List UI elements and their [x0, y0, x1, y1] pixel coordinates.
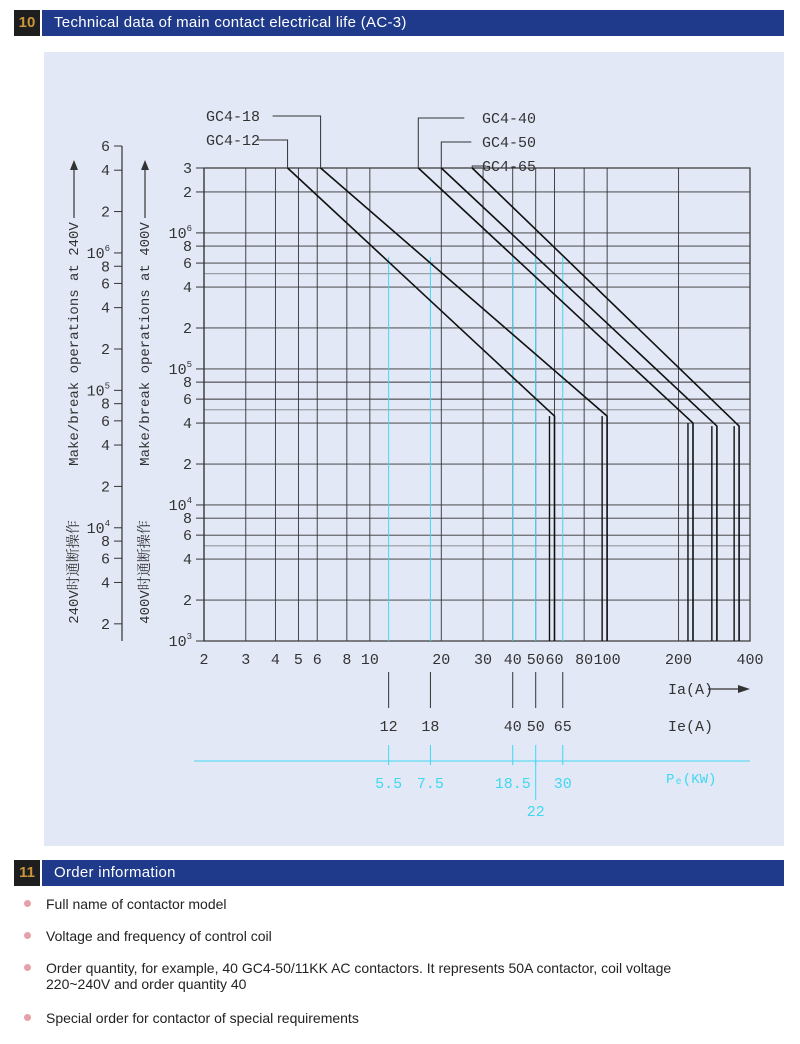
- pe-tick-label: 30: [553, 776, 572, 793]
- y240-tick-label: 4: [100, 438, 110, 456]
- pe-tick-label: 7.5: [416, 776, 444, 793]
- y400-tick-label: 4: [182, 416, 192, 434]
- y240-tick-label: 6: [100, 276, 110, 294]
- bullet-icon: [24, 900, 31, 907]
- arrow-right-icon: [738, 685, 750, 693]
- y400-label-cn: 400V时通断操作: [138, 520, 154, 624]
- ie-tick-label: 12: [379, 719, 398, 736]
- y240-tick-label: 8: [100, 396, 110, 414]
- x-tick-label: 6: [312, 652, 322, 669]
- chart-panel: [44, 52, 784, 846]
- section-11-title: Order information: [42, 860, 784, 886]
- x-tick-label: 3: [241, 652, 251, 669]
- y240-tick-label: 2: [100, 616, 110, 634]
- section-11-header: [14, 860, 784, 886]
- x-tick-label: 20: [432, 652, 451, 669]
- x-tick-label: 50: [526, 652, 545, 669]
- x-tick-label: 8: [342, 652, 352, 669]
- order-item-text: Order quantity, for example, 40 GC4-50/11KK AC contactors. It represents 50A contactor, coil voltage 220~240V and order quantity 40: [46, 960, 672, 992]
- y240-tick-label: 4: [100, 163, 110, 181]
- y400-label: Make/break operations at 400V: [138, 222, 154, 466]
- series-line-gc4-12: [288, 168, 555, 641]
- electrical-life-chart: [44, 52, 784, 846]
- ie-tick-label: 40: [503, 719, 522, 736]
- pe-tick-label: 18.5: [494, 776, 531, 793]
- order-item: [20, 896, 780, 928]
- y240-tick-label: 8: [100, 259, 110, 277]
- series-line-gc4-40: [418, 168, 693, 641]
- order-item: [20, 928, 780, 960]
- y240-tick-label: 8: [100, 534, 110, 552]
- y400-tick-label: $10^4$: [168, 495, 192, 515]
- y240-tick-label: $10^6$: [86, 243, 110, 263]
- y240-tick-label: 6: [100, 551, 110, 569]
- series-leader: [273, 116, 321, 168]
- order-info-list: [20, 896, 780, 1030]
- y240-tick-label: 2: [100, 204, 110, 222]
- y240-tick-label: 4: [100, 300, 110, 318]
- bullet-icon: [24, 932, 31, 939]
- x-tick-label: 4: [270, 652, 280, 669]
- series-label: GC4-18: [206, 109, 261, 126]
- x-tick-label: 80: [575, 652, 594, 669]
- y400-tick-label: 4: [182, 280, 192, 298]
- x-tick-label: 30: [474, 652, 493, 669]
- x-tick-label: 200: [665, 652, 693, 669]
- order-item: [20, 1010, 780, 1030]
- y400-tick-label: 6: [182, 392, 192, 410]
- y240-tick-label: 4: [100, 575, 110, 593]
- x-tick-label: 60: [545, 652, 564, 669]
- bullet-icon: [24, 1014, 31, 1021]
- ie-axis-label: Ie(A): [668, 719, 714, 736]
- x-axis-label: Ia(A): [668, 682, 714, 699]
- section-10-header: [14, 10, 784, 36]
- y400-tick-label: 4: [182, 552, 192, 570]
- series-leader: [258, 140, 288, 168]
- y400-tick-label: $10^6$: [168, 223, 192, 243]
- x-tick-label: 40: [503, 652, 522, 669]
- y400-tick-label: 2: [182, 320, 192, 338]
- y400-tick-label: 2: [182, 184, 192, 202]
- x-tick-label: 400: [736, 652, 764, 669]
- y400-tick-label: $10^3$: [168, 632, 192, 651]
- series-label: GC4-65: [482, 159, 537, 176]
- arrow-up-icon: [70, 160, 78, 170]
- x-tick-label: 100: [593, 652, 621, 669]
- plot-frame: [204, 168, 750, 641]
- y240-label-cn: 240V时通断操作: [67, 520, 83, 624]
- y240-tick-label: $10^4$: [86, 518, 110, 538]
- y240-tick-label: 2: [100, 341, 110, 359]
- pe-tick-label: 5.5: [375, 776, 403, 793]
- y400-tick-label: 8: [182, 511, 192, 529]
- y400-tick-label: $10^5$: [168, 359, 192, 379]
- ie-tick-label: 50: [526, 719, 545, 736]
- series-label: GC4-12: [206, 133, 261, 150]
- bullet-icon: [24, 964, 31, 971]
- ie-tick-label: 65: [553, 719, 572, 736]
- y240-tick-label: $10^5$: [86, 381, 110, 401]
- y400-tick-label: 2: [182, 593, 192, 611]
- series-label: GC4-40: [482, 111, 537, 128]
- section-10-title: Technical data of main contact electrical life (AC-3): [42, 10, 784, 36]
- y240-tick-label: 6: [100, 413, 110, 431]
- y400-tick-label: 2: [182, 457, 192, 475]
- section-11-number: 11: [14, 860, 40, 886]
- x-tick-label: 2: [199, 652, 209, 669]
- order-item: [20, 960, 780, 1010]
- y400-tick-label: 6: [182, 256, 192, 274]
- y240-label: Make/break operations at 240V: [67, 222, 83, 466]
- x-tick-label: 5: [293, 652, 303, 669]
- x-tick-label: 10: [360, 652, 379, 669]
- section-10-number: 10: [14, 10, 40, 36]
- series-label: GC4-50: [482, 135, 537, 152]
- arrow-up-icon: [141, 160, 149, 170]
- y240-tick-label: 6: [100, 139, 110, 156]
- series-leader: [441, 142, 471, 168]
- order-item-text: Voltage and frequency of control coil: [46, 928, 272, 944]
- y400-tick-label: 6: [182, 528, 192, 546]
- pe-tick-label: 22: [526, 804, 545, 821]
- y400-tick-label: 8: [182, 239, 192, 257]
- y400-tick-label: 8: [182, 375, 192, 393]
- ie-tick-label: 18: [421, 719, 440, 736]
- order-item-text: Full name of contactor model: [46, 896, 227, 912]
- order-item-text: Special order for contactor of special requirements: [46, 1010, 359, 1026]
- y240-tick-label: 2: [100, 479, 110, 497]
- pe-axis-label: Pₑ(KW): [666, 772, 717, 788]
- y400-tick-label: 3: [182, 161, 192, 178]
